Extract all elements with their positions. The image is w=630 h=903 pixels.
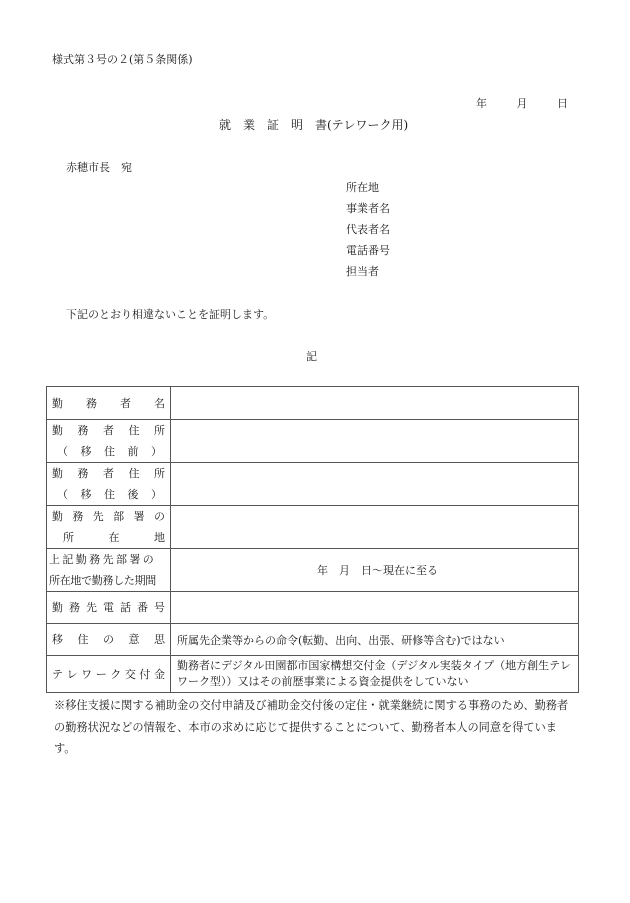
form-number: 様式第３号の２(第５条関係): [52, 53, 193, 66]
row-label-address-before: 勤 務 者 住 所 （ 移 住 前 ）: [47, 420, 171, 463]
table-row: [47, 506, 579, 549]
date-year: 年: [476, 97, 487, 110]
date-line: [476, 95, 568, 111]
relocation-intent-statement: 所属先企業等からの命令(転勤、出向、出張、研修等含む)ではない: [171, 624, 579, 656]
row-label-worker-name: 勤 務 者 名: [47, 387, 171, 420]
table-row: [47, 420, 579, 463]
table-row: [47, 463, 579, 506]
date-day: 日: [557, 97, 568, 110]
worker-name-field[interactable]: [171, 387, 579, 420]
row-label-address-after: 勤 務 者 住 所 （ 移 住 後 ）: [47, 463, 171, 506]
row-label-workplace-phone: 勤 務 先 電 話 番 号: [47, 592, 171, 624]
row-label-work-period: 上記勤務先部署の 所在地で勤務した期間: [47, 549, 171, 592]
table-row: [47, 624, 579, 656]
table-row: [47, 656, 579, 693]
workplace-location-field[interactable]: [171, 506, 579, 549]
addressee: 赤穂市長 宛: [66, 161, 132, 174]
employer-field-representative: 代表者名: [346, 223, 390, 236]
row-label-telework-grant: テ レ ワ ー ク 交 付 金: [47, 656, 171, 693]
table-row: [47, 387, 579, 420]
row-label-workplace-location: 勤 務 先 部 署 の 所 在 地: [47, 506, 171, 549]
telework-grant-statement: 勤務者にデジタル田園都市国家構想交付金（デジタル実装タイプ（地方創生テレワーク型））又はその前歴事業による資金提供をしていない: [171, 656, 579, 693]
certificate-table: [46, 386, 579, 693]
declaration-text: 下記のとおり相違ないことを証明します。: [66, 308, 275, 321]
table-row: [47, 549, 579, 592]
address-before-field[interactable]: [171, 420, 579, 463]
workplace-phone-field[interactable]: [171, 592, 579, 624]
date-month: 月: [516, 97, 528, 110]
employer-field-company: 事業者名: [346, 202, 390, 215]
employer-field-phone: 電話番号: [346, 244, 390, 257]
row-label-relocation-intent: 移 住 の 意 思: [47, 624, 171, 656]
address-after-field[interactable]: [171, 463, 579, 506]
document-title: 就 業 証 明 書(テレワーク用): [219, 118, 409, 132]
ki-heading: 記: [306, 350, 317, 363]
work-period-field[interactable]: 年 月 日～現在に至る: [171, 549, 579, 592]
consent-note: ※移住支援に関する補助金の交付申請及び補助金交付後の定住・就業継続に関する事務のため、勤務者の勤務状況などの情報を、本市の求めに応じて提供することについて、勤務者本人の同意を得ています。: [54, 699, 569, 755]
employer-field-contact: 担当者: [346, 265, 379, 278]
employer-field-address: 所在地: [346, 181, 379, 194]
table-row: [47, 592, 579, 624]
